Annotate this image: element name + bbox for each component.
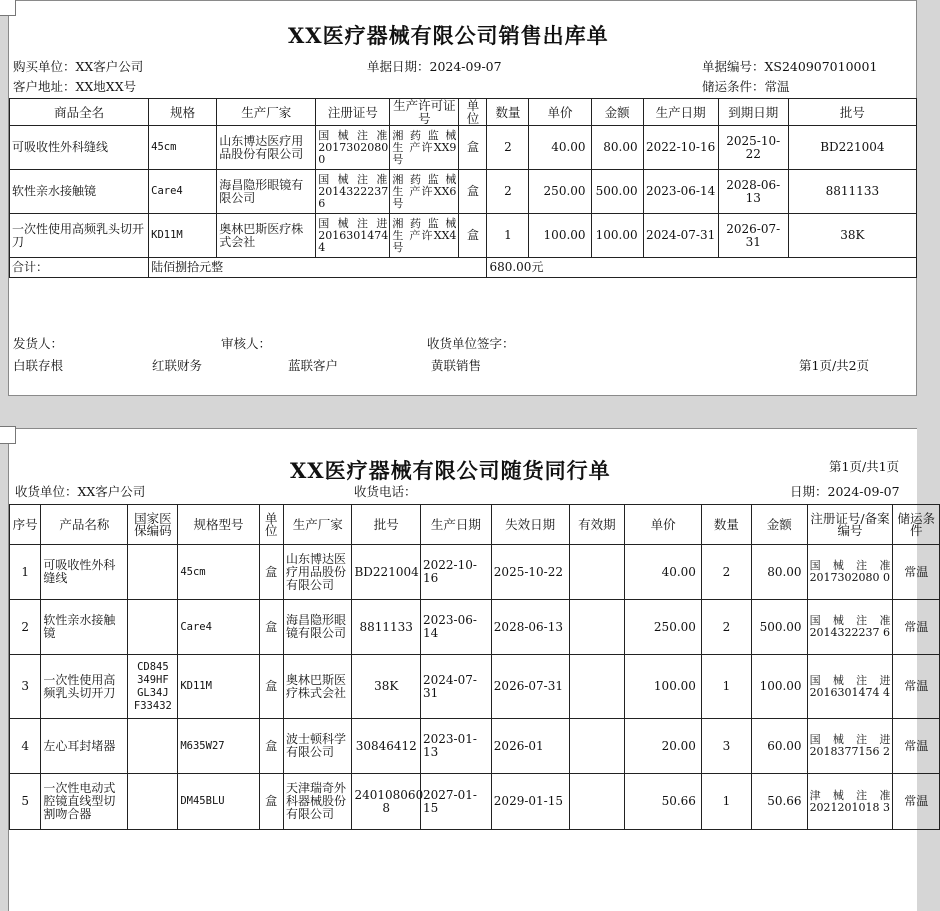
table-cell: 250.00 (625, 600, 702, 655)
table-cell: 国 械 注 进 2016301474 4 (807, 655, 893, 719)
table-cell: 一次性使用高频乳头切开刀 (41, 655, 128, 719)
table-cell: 常温 (893, 774, 940, 830)
table-cell: 一次性电动式腔镜直线型切割吻合器 (41, 774, 128, 830)
column-header: 金额 (591, 99, 643, 126)
table-cell: 40.00 (625, 545, 702, 600)
table-cell: 100.00 (529, 214, 591, 258)
table-cell: 湘 药 监 械 生 产许XX6号 (390, 170, 459, 214)
column-header: 单位 (459, 99, 487, 126)
column-header: 序号 (10, 505, 41, 545)
table-cell: 天津瑞奇外科器械股份有限公司 (283, 774, 352, 830)
table-cell: KD11M (178, 655, 259, 719)
table-cell: BD221004 (788, 126, 916, 170)
outbound-title: XX医疗器械有限公司销售出库单 (288, 23, 609, 48)
table-cell: 国 械 注 准 2017302080 0 (316, 126, 390, 170)
table-cell: 2 (10, 600, 41, 655)
table-cell: 盒 (259, 655, 283, 719)
table-cell: 2026-07-31 (491, 655, 569, 719)
table-cell: 250.00 (529, 170, 591, 214)
column-header: 生产日期 (420, 505, 491, 545)
table-row (10, 719, 940, 774)
sheet-corner-marker (0, 0, 16, 16)
table-cell (128, 600, 178, 655)
table-cell: KD11M (149, 214, 217, 258)
table-cell: 2026-01 (491, 719, 569, 774)
receiver-sign-label: 收货单位签字： (427, 336, 515, 351)
table-cell: 240108060 8 (352, 774, 421, 830)
table-cell: 山东博达医疗用品股份有限公司 (283, 545, 352, 600)
column-header: 生产日期 (643, 99, 718, 126)
table-cell: 45cm (149, 126, 217, 170)
outbound-header-row (10, 99, 917, 126)
table-cell: 1 (701, 655, 751, 719)
table-cell: BD221004 (352, 545, 421, 600)
table-cell: 3 (701, 719, 751, 774)
delivery-page-number: 第1页/共1页 (829, 459, 900, 474)
column-header: 规格 (149, 99, 217, 126)
column-header: 单价 (625, 505, 702, 545)
table-row (10, 600, 940, 655)
table-cell: 100.00 (751, 655, 807, 719)
table-cell: 一次性使用高频乳头切开刀 (10, 214, 149, 258)
delivery-date: 日期：2024-09-07 (790, 484, 900, 499)
table-cell (128, 774, 178, 830)
table-cell: 盒 (259, 774, 283, 830)
table-cell: 国 械 注 进 2016301474 4 (316, 214, 390, 258)
table-row (10, 170, 917, 214)
table-cell: 2025-10-22 (491, 545, 569, 600)
table-cell: 2 (701, 600, 751, 655)
doc-date: 单据日期：2024-09-07 (367, 59, 502, 74)
table-cell: Care4 (149, 170, 217, 214)
storage-condition: 储运条件：常温 (702, 79, 790, 94)
table-cell: 38K (352, 655, 421, 719)
outbound-table (9, 98, 917, 278)
table-cell: 80.00 (591, 126, 643, 170)
table-cell: 2 (487, 170, 529, 214)
table-cell: 海昌隐形眼镜有限公司 (217, 170, 316, 214)
table-cell: 2023-06-14 (643, 170, 718, 214)
copy-yellow: 黄联销售 (431, 358, 482, 373)
table-row (10, 655, 940, 719)
table-cell: 湘 药 监 械 生 产许XX9号 (390, 126, 459, 170)
table-cell: 2029-01-15 (491, 774, 569, 830)
table-cell: 100.00 (591, 214, 643, 258)
table-cell: 盒 (459, 170, 487, 214)
copy-blue: 蓝联客户 (288, 358, 339, 373)
table-cell (569, 545, 625, 600)
table-cell: 1 (701, 774, 751, 830)
table-cell: 50.66 (751, 774, 807, 830)
table-cell: 80.00 (751, 545, 807, 600)
table-cell: 2025-10-22 (718, 126, 788, 170)
table-cell: 盒 (259, 545, 283, 600)
table-cell: CD845 349HF GL34J F33432 (128, 655, 178, 719)
table-cell: 软性亲水接触镜 (10, 170, 149, 214)
table-cell: 2023-01-13 (420, 719, 491, 774)
table-cell: 4 (10, 719, 41, 774)
column-header: 产品名称 (41, 505, 128, 545)
table-cell: 45cm (178, 545, 259, 600)
table-cell: 可吸收性外科缝线 (41, 545, 128, 600)
table-cell: 8811133 (352, 600, 421, 655)
column-header: 商品全名 (10, 99, 149, 126)
table-cell: 40.00 (529, 126, 591, 170)
table-cell: 500.00 (751, 600, 807, 655)
column-header: 注册证号 (316, 99, 390, 126)
column-header: 注册证号/备案编号 (807, 505, 893, 545)
table-row (10, 774, 940, 830)
column-header: 生产厂家 (217, 99, 316, 126)
column-header: 规格型号 (178, 505, 259, 545)
column-header: 生产厂家 (283, 505, 352, 545)
table-cell: 8811133 (788, 170, 916, 214)
receiver-label: 收货单位：XX客户公司 (15, 484, 146, 499)
table-cell: 38K (788, 214, 916, 258)
column-header: 有效期 (569, 505, 625, 545)
table-cell (128, 545, 178, 600)
table-cell: 国 械 注 准 2014322237 6 (807, 600, 893, 655)
table-cell: 常温 (893, 545, 940, 600)
delivery-title: XX医疗器械有限公司随货同行单 (290, 458, 611, 483)
table-cell: 奥林巴斯医疗株式会社 (283, 655, 352, 719)
table-cell: 2024-07-31 (643, 214, 718, 258)
table-cell: 常温 (893, 600, 940, 655)
table-cell (128, 719, 178, 774)
table-cell: 软性亲水接触镜 (41, 600, 128, 655)
table-cell: 国 械 注 准 2017302080 0 (807, 545, 893, 600)
total-label: 合计： (10, 258, 149, 278)
table-cell: 5 (10, 774, 41, 830)
table-row (10, 126, 917, 170)
table-cell: 2028-06-13 (718, 170, 788, 214)
table-cell: 湘 药 监 械 生 产许XX4号 (390, 214, 459, 258)
column-header: 批号 (788, 99, 916, 126)
table-cell (569, 600, 625, 655)
column-header: 数量 (701, 505, 751, 545)
table-cell: 2026-07-31 (718, 214, 788, 258)
table-cell (569, 774, 625, 830)
table-cell: 3 (10, 655, 41, 719)
table-cell: 2022-10-16 (420, 545, 491, 600)
table-cell: 100.00 (625, 655, 702, 719)
column-header: 到期日期 (718, 99, 788, 126)
table-cell: 2022-10-16 (643, 126, 718, 170)
column-header: 金额 (751, 505, 807, 545)
sheet-corner-marker (0, 426, 16, 444)
table-cell: 奥林巴斯医疗株式会社 (217, 214, 316, 258)
column-header: 国家医保编码 (128, 505, 178, 545)
doc-number: 单据编号：XS240907010001 (702, 59, 878, 74)
table-cell: 2023-06-14 (420, 600, 491, 655)
table-row (10, 545, 940, 600)
table-cell: 山东博达医疗用品股份有限公司 (217, 126, 316, 170)
copy-white: 白联存根 (13, 358, 64, 373)
table-cell: 2028-06-13 (491, 600, 569, 655)
column-header: 数量 (487, 99, 529, 126)
delivery-header-row (10, 505, 940, 545)
total-words: 陆佰捌拾元整 (149, 258, 487, 278)
table-cell: 海昌隐形眼镜有限公司 (283, 600, 352, 655)
table-cell: 20.00 (625, 719, 702, 774)
outbound-sheet (8, 0, 917, 396)
table-cell: 60.00 (751, 719, 807, 774)
table-cell: 常温 (893, 655, 940, 719)
table-cell: 2 (701, 545, 751, 600)
column-header: 单价 (529, 99, 591, 126)
table-cell: 可吸收性外科缝线 (10, 126, 149, 170)
column-header: 失效日期 (491, 505, 569, 545)
table-cell: 50.66 (625, 774, 702, 830)
table-cell: Care4 (178, 600, 259, 655)
table-cell: 1 (487, 214, 529, 258)
table-cell: 盒 (459, 126, 487, 170)
customer-address: 客户地址：XX地XX号 (13, 79, 137, 94)
column-header: 批号 (352, 505, 421, 545)
table-cell: 1 (10, 545, 41, 600)
table-cell: DM45BLU (178, 774, 259, 830)
table-cell: 2 (487, 126, 529, 170)
delivery-sheet (8, 428, 935, 911)
table-cell: 波士顿科学有限公司 (283, 719, 352, 774)
table-cell: 30846412 (352, 719, 421, 774)
column-header: 生产许可证号 (390, 99, 459, 126)
page-number: 第1页/共2页 (799, 358, 870, 373)
table-cell: 国 械 注 准 2014322237 6 (316, 170, 390, 214)
table-cell: 常温 (893, 719, 940, 774)
buyer-label: 购买单位：XX客户公司 (13, 59, 144, 74)
table-cell: 国 械 注 进 2018377156 2 (807, 719, 893, 774)
table-cell (569, 719, 625, 774)
copy-red: 红联财务 (152, 358, 203, 373)
table-cell: 盒 (259, 600, 283, 655)
table-cell: 津 械 注 准 2021201018 3 (807, 774, 893, 830)
table-cell: 500.00 (591, 170, 643, 214)
table-cell: M635W27 (178, 719, 259, 774)
table-cell: 2024-07-31 (420, 655, 491, 719)
auditor-label: 审核人： (221, 336, 272, 351)
table-cell: 2027-01-15 (420, 774, 491, 830)
table-row (10, 214, 917, 258)
outbound-total-row (10, 258, 917, 278)
table-cell (569, 655, 625, 719)
table-cell: 盒 (459, 214, 487, 258)
sender-label: 发货人： (13, 336, 64, 351)
table-cell: 左心耳封堵器 (41, 719, 128, 774)
column-header: 储运条件 (893, 505, 940, 545)
column-header: 单位 (259, 505, 283, 545)
delivery-table (9, 504, 940, 830)
table-cell: 盒 (259, 719, 283, 774)
receiver-phone: 收货电话： (354, 484, 417, 499)
total-amount: 680.00元 (487, 258, 917, 278)
